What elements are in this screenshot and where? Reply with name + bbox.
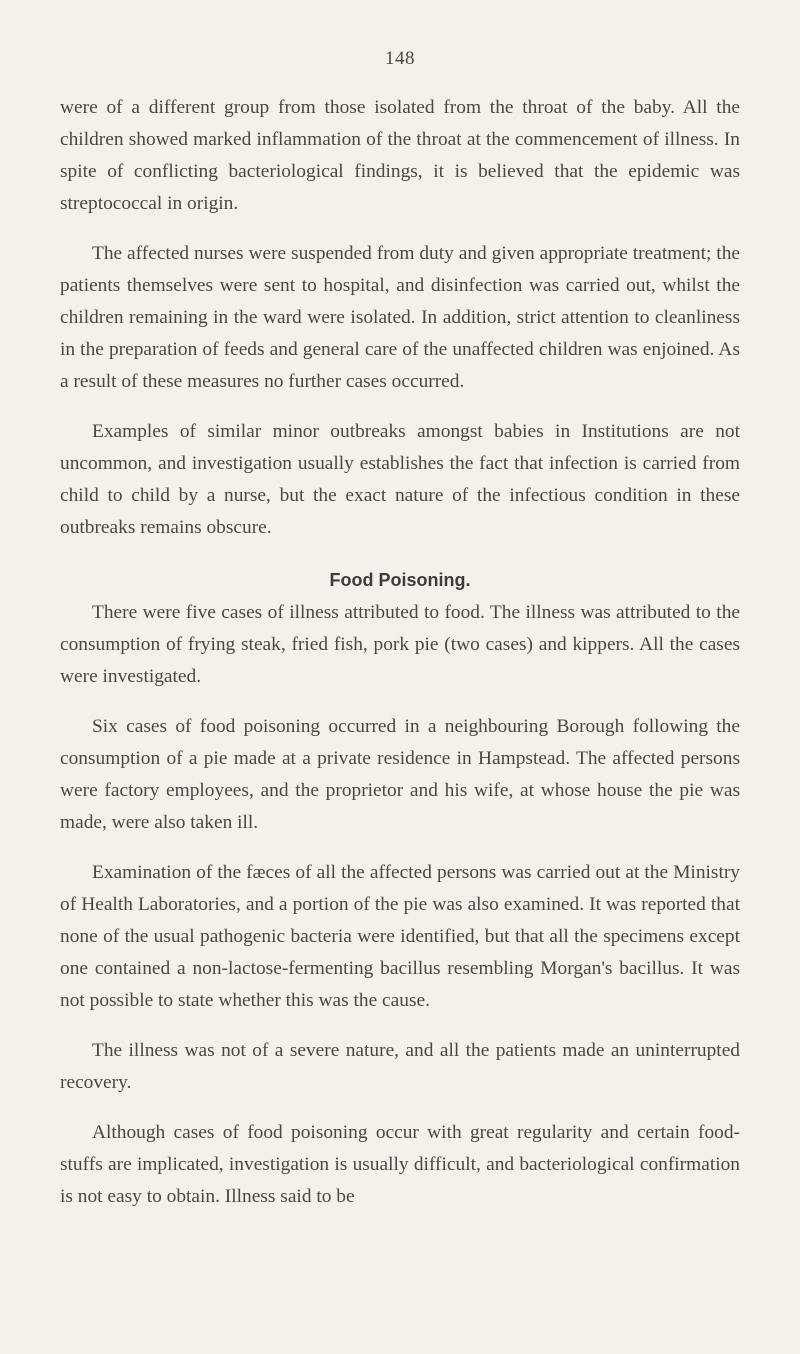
paragraph-regularity: Although cases of food poisoning occur with great regularity and certain food-stuffs are implicated, investigation is usually difficult, and bacteriological confirmation is not easy to obtain. Illness said to be [60,1122,740,1207]
paragraph-examination: Examination of the fæces of all the affected persons was carried out at the Ministry of Health Laboratories, and a portion of the pie was also examined. It was reported that none of the usual pathogenic bacteria were identified, but that all the specimens except one contained a non-lactose-fermenting bacillus resembling Morgan's bacillus. It was not possible to state whether this was the cause. [60,862,740,1011]
paragraph-affected-nurses: The affected nurses were suspended from duty and given appropriate treatment; the patients themselves were sent to hospital, and disinfection was carried out, whilst the children remaining in the ward were isolated. In addition, strict attention to cleanliness in the preparation of feeds and general care of the unaffected children was enjoined. As a result of these measures no further cases occurred. [60,243,740,392]
paragraph-six-cases: Six cases of food poisoning occurred in a neighbouring Borough following the consumption of a pie made at a private residence in Hampstead. The affected persons were factory employees, and the proprietor and his wife, at whose house the pie was made, were also taken ill. [60,716,740,833]
paragraph-continuation: were of a different group from those isolated from the throat of the baby. All the children showed marked inflammation of the throat at the commencement of illness. In spite of conflicting bacteriological findings, it is believed that the epidemic was streptococcal in origin. [60,97,740,214]
paragraph-recovery: The illness was not of a severe nature, and all the patients made an uninterrupted recovery. [60,1040,740,1093]
page-number: 148 [385,48,415,69]
paragraph-five-cases: There were five cases of illness attributed to food. The illness was attributed to the consumption of frying steak, fried fish, pork pie (two cases) and kippers. All the cases were investigated. [60,602,740,687]
paragraph-similar-outbreaks: Examples of similar minor outbreaks amongst babies in Institutions are not uncommon, and investigation usually establishes the fact that infection is carried from child to child by a nurse, but the exact nature of the infectious condition in these outbreaks remains obscure. [60,421,740,538]
section-heading-food-poisoning: Food Poisoning. [329,570,471,590]
